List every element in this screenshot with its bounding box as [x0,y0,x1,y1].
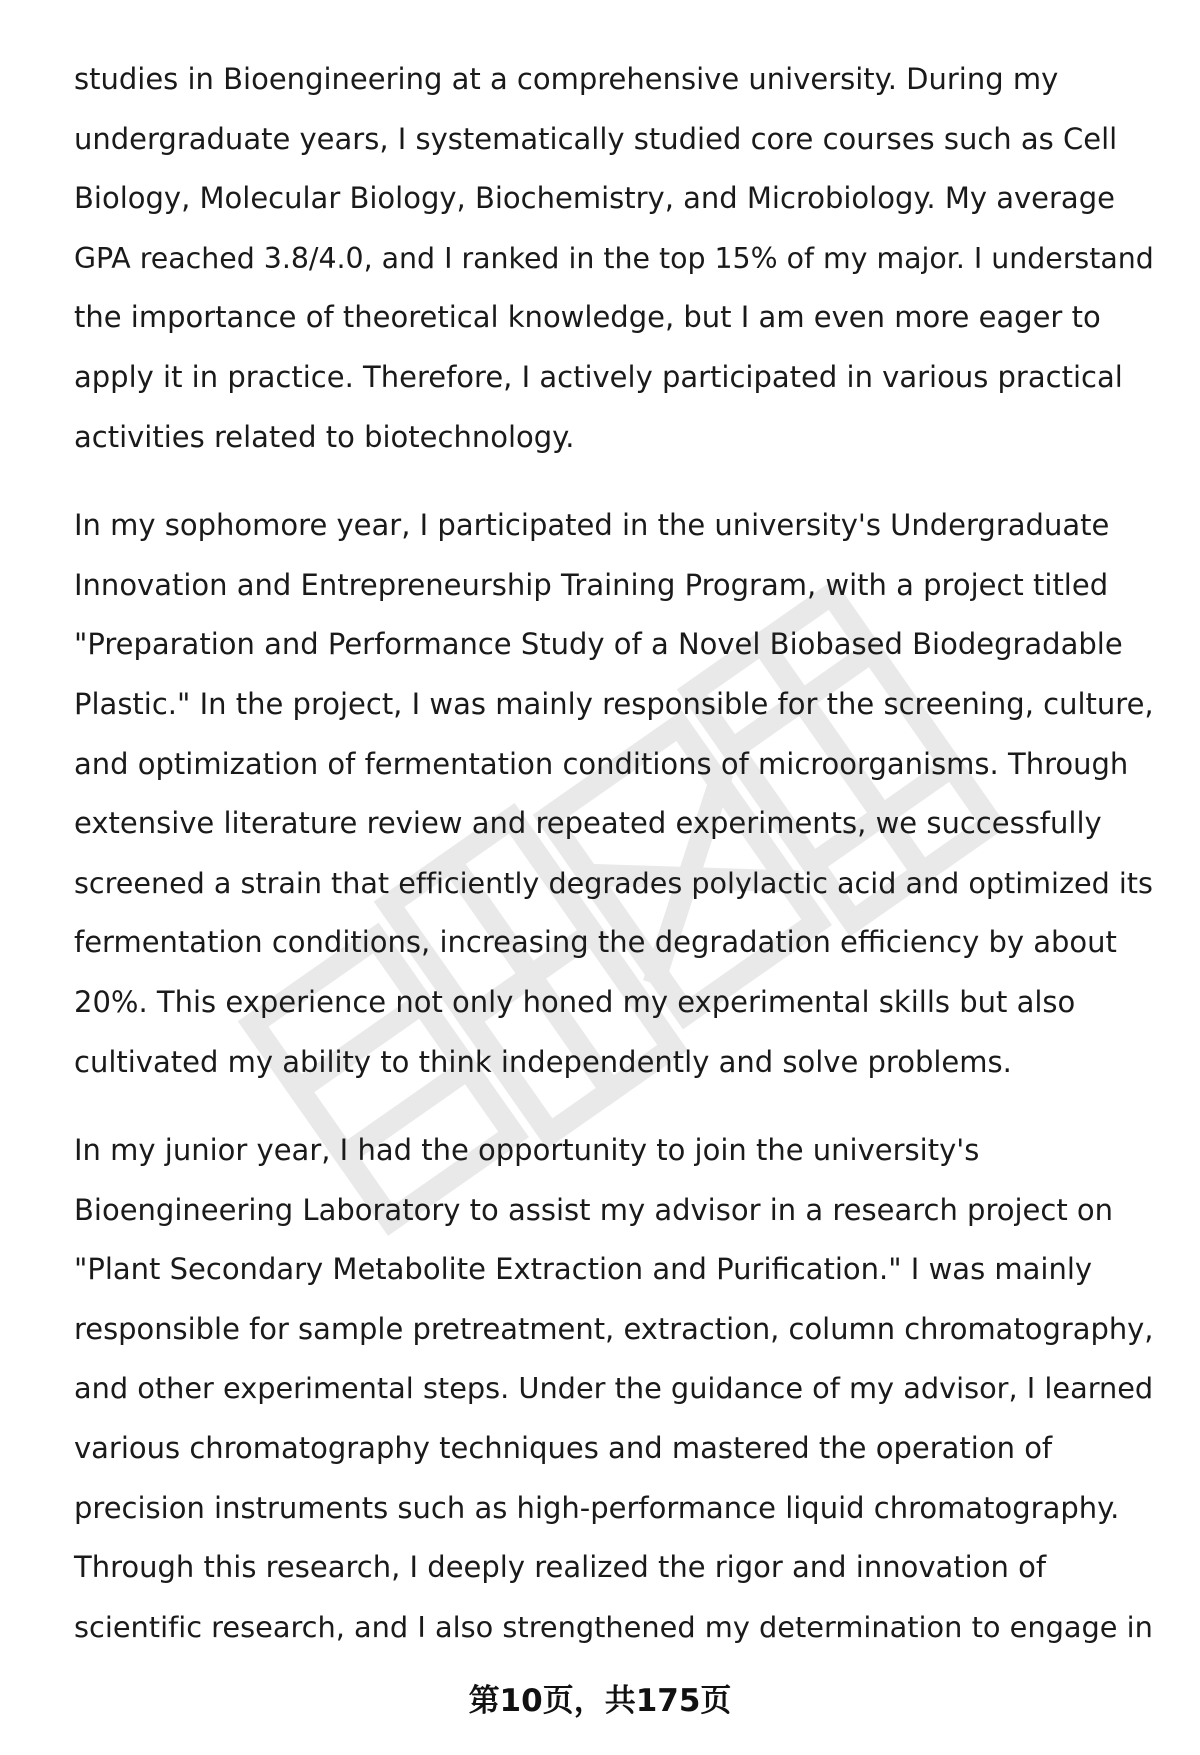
text-line: Bioengineering Laboratory to assist my advisor in a research project on [74,1192,1114,1227]
text-line: 20%. This experience not only honed my experimental skills but also [74,984,1076,1019]
text-line: scientific research, and I also strengthened my determination to engage in [74,1609,1153,1644]
paragraph-1 [74,50,1154,467]
text-line: studies in Bioengineering at a comprehensive university. During my [74,62,1059,96]
text-line: and other experimental steps. Under the guidance of my advisor, I learned [74,1371,1154,1406]
text-line: apply it in practice. Therefore, I actively participated in various practical [74,359,1123,394]
text-line: Innovation and Entrepreneurship Training Program, with a project titled [74,567,1109,602]
text-line: Biology, Molecular Biology, Biochemistry, and Microbiology. My average [74,181,1115,216]
text-line: In my sophomore year, I participated in the university's Undergraduate [74,508,1110,543]
text-line: precision instruments such as high-performance liquid chromatography. [74,1490,1120,1525]
document-body [74,50,1154,1686]
text-line: various chromatography techniques and mastered the operation of [74,1431,1053,1466]
text-line: "Plant Secondary Metabolite Extraction and Purification." I was mainly [74,1252,1093,1287]
text-line: undergraduate years, I systematically studied core courses such as Cell [74,121,1118,156]
text-line: and optimization of fermentation conditions of microorganisms. Through [74,746,1129,781]
text-line: GPA reached 3.8/4.0, and I ranked in the top 15% of my major. I understand [74,241,1154,275]
text-line: Plastic." In the project, I was mainly responsible for the screening, culture, [74,686,1154,721]
text-line: the importance of theoretical knowledge, but I am even more eager to [74,300,1101,335]
text-line: "Preparation and Performance Study of a Novel Biobased Biodegradable [74,627,1123,662]
text-line: activities related to biotechnology. [74,419,575,454]
text-line: responsible for sample pretreatment, extraction, column chromatography, [74,1311,1154,1346]
text-line: Through this research, I deeply realized the rigor and innovation of [74,1550,1047,1585]
text-line: extensive literature review and repeated experiments, we successfully [74,806,1102,841]
page-number-footer: 第10页，共175页 [468,1683,732,1719]
paragraph-3 [74,1121,1154,1657]
text-line: cultivated my ability to think independently and solve problems. [74,1044,1012,1079]
text-line: screened a strain that efficiently degrades polylactic acid and optimized its [74,865,1153,900]
paragraph-2 [74,496,1154,1092]
text-line: In my junior year, I had the opportunity to join the university's [74,1133,980,1168]
text-line: fermentation conditions, increasing the degradation efficiency by about [74,925,1117,960]
